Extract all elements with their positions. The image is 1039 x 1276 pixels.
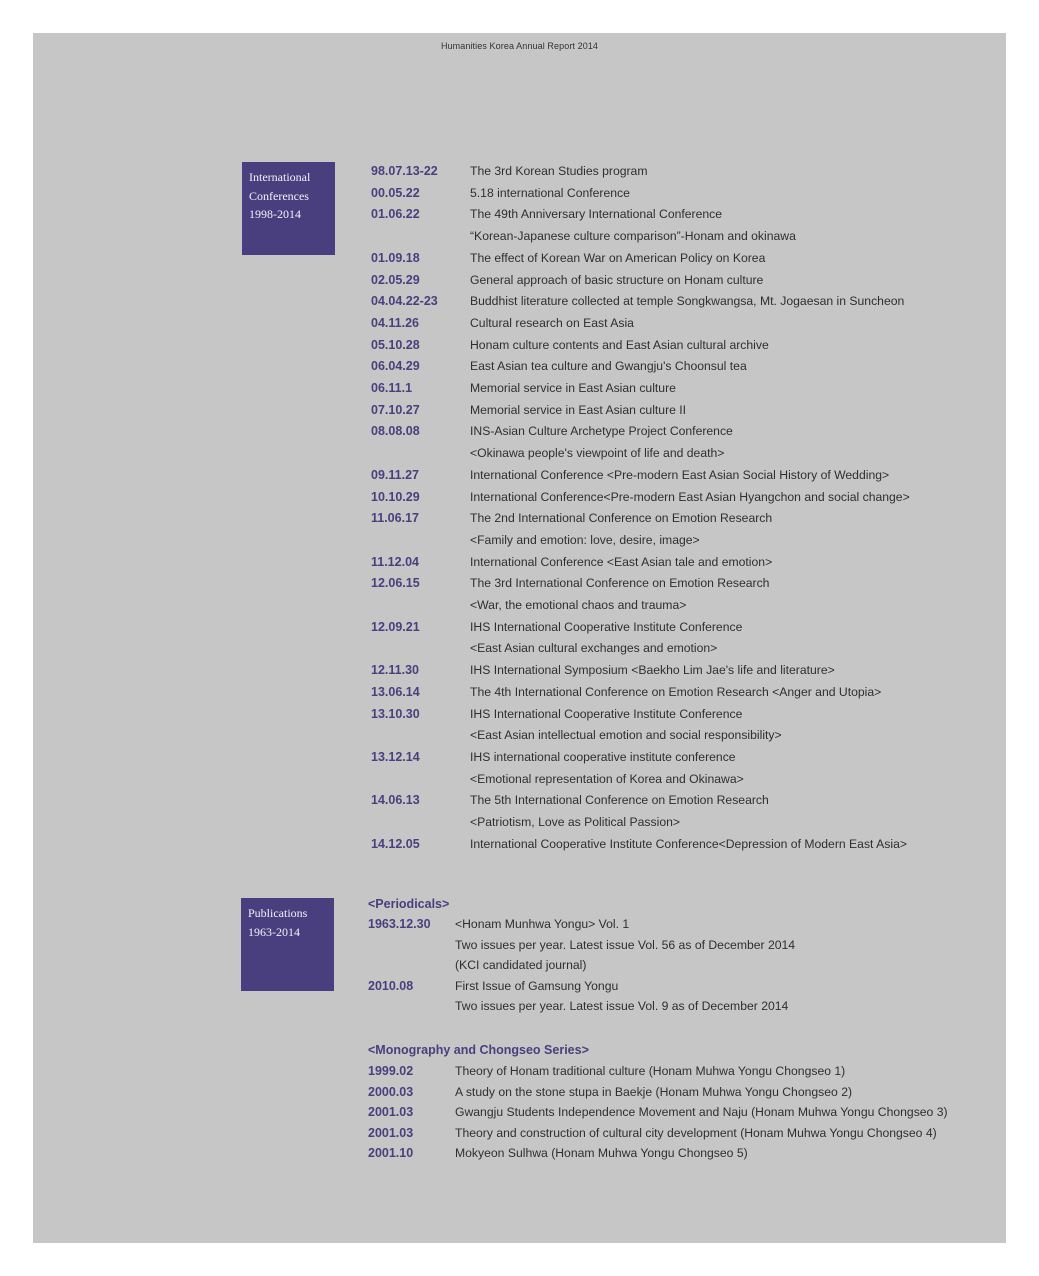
monography-entry [368, 1143, 948, 1164]
entry-text: The effect of Korean War on American Policy on Korea [470, 250, 766, 265]
entry-text: International Conference <Pre-modern East Asian Social History of Wedding> [470, 467, 890, 482]
page-header: Humanities Korea Annual Report 2014 [440, 41, 599, 51]
conference-entry [371, 834, 910, 856]
conference-entry [371, 465, 910, 487]
entry-lines [455, 1082, 948, 1103]
entry-text: <War, the emotional chaos and trauma> [470, 598, 687, 613]
entry-date: 13.12.14 [371, 749, 420, 764]
entry-date: 12.06.15 [371, 576, 420, 591]
entry-date: 11.12.04 [371, 554, 419, 569]
periodicals-list [368, 914, 795, 1017]
entry-lines [470, 660, 910, 682]
entry-lines [470, 378, 910, 400]
entry-text: A study on the stone stupa in Baekje (Honam Muhwa Yongu Chongseo 2) [455, 1084, 853, 1099]
entry-date: 00.05.22 [371, 185, 420, 200]
conference-entry [371, 313, 910, 335]
entry-text: Two issues per year. Latest issue Vol. 56 as of December 2014 [455, 937, 796, 952]
entry-date: 1963.12.30 [368, 917, 431, 931]
entry-date: 13.10.30 [371, 706, 420, 721]
entry-date: 02.05.29 [371, 272, 420, 287]
entry-lines [470, 270, 910, 292]
entry-date: 04.04.22-23 [371, 294, 438, 309]
entry-text: 5.18 international Conference [470, 185, 630, 200]
conference-entry [371, 356, 910, 378]
monography-entry [368, 1082, 948, 1103]
entry-date: 12.09.21 [371, 619, 420, 634]
monography-entry [368, 1102, 948, 1123]
conference-entry [371, 204, 910, 247]
entry-text: Honam culture contents and East Asian cultural archive [470, 337, 769, 352]
entry-text: Memorial service in East Asian culture [470, 381, 676, 396]
entry-lines [455, 976, 795, 1017]
entry-text: The 5th International Conference on Emotion Research [470, 793, 769, 808]
entry-lines [470, 487, 910, 509]
entry-lines [470, 204, 910, 247]
entry-lines [470, 834, 910, 856]
entry-lines [455, 1143, 948, 1164]
entry-lines [455, 1123, 948, 1144]
publications-section-label [241, 898, 334, 991]
entry-text: The 4th International Conference on Emotion Research <Anger and Utopia> [470, 684, 882, 699]
entry-text: <Okinawa people's viewpoint of life and death> [470, 446, 725, 461]
entry-lines [470, 508, 910, 551]
entry-date: 11.06.17 [371, 511, 419, 526]
entry-text: <East Asian intellectual emotion and social responsibility> [470, 728, 782, 743]
entry-text: International Conference<Pre-modern East Asian Hyangchon and social change> [470, 489, 910, 504]
entry-lines [470, 747, 910, 790]
entry-date: 08.08.08 [371, 424, 420, 439]
entry-text: The 3rd Korean Studies program [470, 164, 648, 178]
periodical-entry [368, 914, 795, 976]
conference-entry [371, 682, 910, 704]
conference-entry [371, 747, 910, 790]
conference-entry [371, 400, 910, 422]
label-line: International [249, 170, 311, 184]
conference-entry [371, 421, 910, 464]
entry-lines [470, 291, 910, 313]
entry-lines [470, 552, 910, 574]
entry-lines [470, 465, 910, 487]
entry-lines [470, 790, 910, 833]
monography-entry [368, 1123, 948, 1144]
entry-lines [470, 161, 910, 183]
conference-entry [371, 248, 910, 270]
entry-text: <Family and emotion: love, desire, image> [470, 532, 700, 547]
entry-date: 06.04.29 [371, 359, 420, 374]
entry-date: 2001.03 [368, 1105, 414, 1119]
entry-lines [470, 183, 910, 205]
label-line: 1963-2014 [248, 924, 300, 939]
entry-text: Buddhist literature collected at temple Songkwangsa, Mt. Jogaesan in Suncheon [470, 294, 905, 309]
monography-entry [368, 1061, 948, 1082]
periodical-entry [368, 976, 795, 1017]
entry-text: Theory and construction of cultural city development (Honam Muhwa Yongu Chongseo 4) [455, 1125, 937, 1140]
entry-text: INS-Asian Culture Archetype Project Conference [470, 424, 733, 439]
label-line: Conferences [249, 188, 309, 203]
entry-text: Theory of Honam traditional culture (Honam Muhwa Yongu Chongseo 1) [455, 1064, 846, 1078]
conference-entry [371, 487, 910, 509]
conference-entry [371, 552, 910, 574]
entry-date: 09.11.27 [371, 467, 419, 482]
entry-text: (KCI candidated journal) [455, 958, 587, 972]
entry-lines [470, 573, 910, 616]
conference-list [371, 161, 910, 856]
conference-entry [371, 508, 910, 551]
entry-text: First Issue of Gamsung Yongu [455, 978, 619, 993]
entry-text: General approach of basic structure on Honam culture [470, 272, 764, 287]
entry-date: 98.07.13-22 [371, 164, 438, 178]
conference-entry [371, 291, 910, 313]
entry-text: <Emotional representation of Korea and Okinawa> [470, 771, 744, 786]
entry-text: International Conference <East Asian tale and emotion> [470, 554, 773, 569]
entry-text: The 2nd International Conference on Emotion Research [470, 511, 773, 526]
entry-date: 04.11.26 [371, 315, 419, 330]
entry-text: Cultural research on East Asia [470, 315, 634, 330]
entry-date: 05.10.28 [371, 337, 420, 352]
entry-text: <East Asian cultural exchanges and emotion> [470, 641, 718, 656]
entry-date: 1999.02 [368, 1064, 414, 1078]
entry-text: The 3rd International Conference on Emotion Research [470, 576, 770, 591]
entry-text: IHS international cooperative institute conference [470, 749, 736, 764]
entry-date: 06.11.1 [371, 381, 413, 396]
conference-entry [371, 790, 910, 833]
conference-entry [371, 161, 910, 183]
conference-entry [371, 270, 910, 292]
entry-date: 14.12.05 [371, 836, 420, 851]
conference-entry [371, 660, 910, 682]
entry-lines [470, 682, 910, 704]
entry-date: 10.10.29 [371, 489, 420, 504]
conference-entry [371, 617, 910, 660]
entry-date: 2000.03 [368, 1084, 414, 1099]
entry-lines [470, 356, 910, 378]
conference-entry [371, 573, 910, 616]
conference-entry [371, 704, 910, 747]
entry-text: Mokyeon Sulhwa (Honam Muhwa Yongu Chongseo 5) [455, 1146, 748, 1160]
entry-date: 01.09.18 [371, 250, 420, 265]
entry-date: 01.06.22 [371, 207, 420, 222]
entry-text: IHS International Symposium <Baekho Lim Jae's life and literature> [470, 663, 835, 678]
entry-lines [470, 335, 910, 357]
label-line: Publications [248, 906, 308, 920]
entry-text: Memorial service in East Asian culture II [470, 402, 687, 417]
conferences-section-label [242, 162, 335, 255]
entry-lines [470, 704, 910, 747]
entry-lines [470, 248, 910, 270]
entry-text: “Korean-Japanese culture comparison”-Honam and okinawa [470, 229, 796, 244]
entry-date: 13.06.14 [371, 684, 420, 699]
entry-date: 2001.03 [368, 1125, 414, 1140]
entry-text: <Patriotism, Love as Political Passion> [470, 815, 680, 830]
entry-date: 07.10.27 [371, 402, 420, 417]
entry-text: Two issues per year. Latest issue Vol. 9 as of December 2014 [455, 999, 789, 1013]
entry-lines [455, 914, 795, 976]
conference-entry [371, 183, 910, 205]
entry-text: <Honam Munhwa Yongu> Vol. 1 [455, 917, 630, 931]
entry-lines [470, 400, 910, 422]
label-line: 1998-2014 [249, 207, 301, 221]
entry-lines [470, 421, 910, 464]
entry-lines [470, 313, 910, 335]
periodicals-heading: <Periodicals> [368, 897, 450, 911]
entry-text: International Cooperative Institute Conference<Depression of Modern East Asia> [470, 836, 907, 851]
monography-heading: <Monography and Chongseo Series> [368, 1043, 589, 1057]
entry-date: 2010.08 [368, 978, 414, 993]
report-page [33, 33, 1006, 1243]
entry-date: 14.06.13 [371, 793, 420, 808]
entry-text: IHS International Cooperative Institute Conference [470, 706, 743, 721]
conference-entry [371, 335, 910, 357]
entry-lines [455, 1061, 948, 1082]
entry-lines [470, 617, 910, 660]
entry-date: 2001.10 [368, 1146, 414, 1160]
conference-entry [371, 378, 910, 400]
entry-text: Gwangju Students Independence Movement and Naju (Honam Muhwa Yongu Chongseo 3) [455, 1105, 948, 1119]
entry-lines [455, 1102, 948, 1123]
entry-text: East Asian tea culture and Gwangju's Choonsul tea [470, 359, 747, 374]
entry-text: IHS International Cooperative Institute Conference [470, 619, 743, 634]
entry-text: The 49th Anniversary International Conference [470, 207, 723, 222]
entry-date: 12.11.30 [371, 663, 419, 678]
monography-list [368, 1061, 948, 1164]
